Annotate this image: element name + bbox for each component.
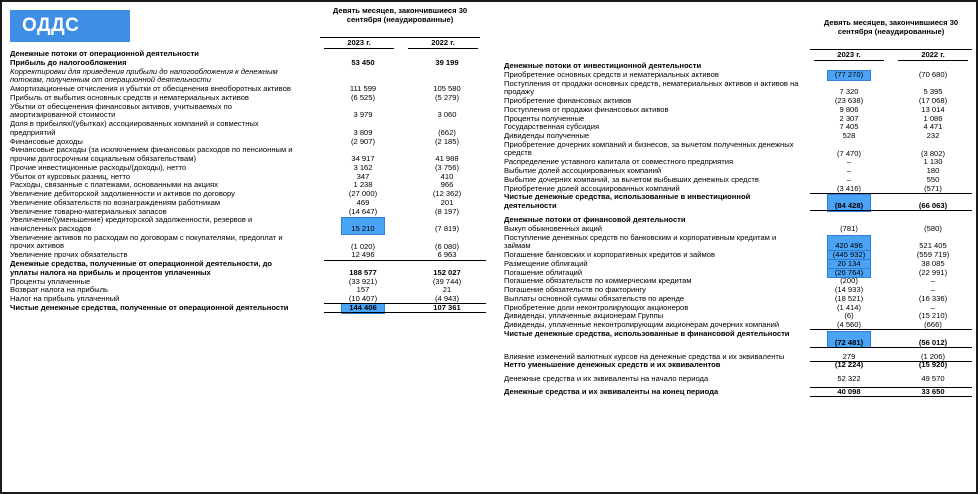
value-2022: (56 012) xyxy=(918,337,948,347)
value-2023: (12 224) xyxy=(834,360,864,370)
row-label: Государственная субсидия xyxy=(504,122,600,132)
row-label: Чистые денежные средства, полученные от операционной деятельности xyxy=(10,302,289,312)
row-label: Приобретение основных средств и нематериальных активов xyxy=(504,69,719,79)
value-2023: (18 521) xyxy=(834,293,864,303)
row-label: Корректировки для приведения прибыли до налогообложения к денежным потокам, полученным от операционной деятельности xyxy=(10,66,278,84)
table-row xyxy=(504,80,972,98)
row-label: Налог на прибыль уплаченный xyxy=(10,294,120,303)
value-2022: 39 199 xyxy=(435,57,459,67)
table-row xyxy=(504,141,972,159)
row-label: Поступление денежных средств по банковским и корпоративным кредитам и займам xyxy=(504,232,777,250)
value-2023: (200) xyxy=(840,276,858,286)
right-col-2022: 2022 г. xyxy=(921,50,945,59)
row-label: Погашение облигаций xyxy=(504,267,583,277)
row-label: Увеличение активов по расходам по договорам с покупателями, предоплат и прочих активов xyxy=(10,232,283,251)
value-2022: – xyxy=(930,276,936,286)
table-row xyxy=(10,103,480,121)
row-label: Приобретение дочерних компаний и бизнесов, за вычетом полученных денежных средств xyxy=(504,139,794,158)
left-col-underline-2022 xyxy=(408,48,478,49)
value-2023: 279 xyxy=(842,351,856,361)
row-label: Погашение банковских и корпоративных кредитов и займов xyxy=(504,250,715,259)
value-2022: 38 085 xyxy=(921,258,945,268)
value-2022: (3 756) xyxy=(434,162,460,172)
value-2022: (15 210) xyxy=(918,311,948,321)
value-2022: (7 819) xyxy=(434,224,460,233)
value-2023: 3 979 xyxy=(353,110,373,120)
value-2023: 157 xyxy=(356,285,370,295)
value-2023: 1 238 xyxy=(353,180,373,190)
value-2022: 41 988 xyxy=(435,154,459,163)
value-2023: (6 525) xyxy=(350,92,376,102)
value-2022: 152 027 xyxy=(433,267,461,277)
row-label: Денежные средства и их эквиваленты на начало периода xyxy=(504,374,709,384)
row-label: Выбытие долей ассоциированных компаний xyxy=(504,166,662,175)
row-label: Погашение обязательств по коммерческим кредитам xyxy=(504,276,692,286)
value-2022: 5 395 xyxy=(923,87,943,97)
value-2022: (559 719) xyxy=(916,250,950,259)
value-2022: 180 xyxy=(926,166,940,175)
value-2022: 49 570 xyxy=(921,374,945,384)
value-2022: 21 xyxy=(442,285,452,295)
value-2023: (4 560) xyxy=(836,320,862,329)
value-2023: (14 647) xyxy=(348,206,378,216)
value-2023: 111 599 xyxy=(349,84,377,93)
table-row xyxy=(10,216,480,234)
value-2023: (84 428) xyxy=(834,201,864,210)
row-label: Выбытие дочерних компаний, за вычетом выбывших денежных средств xyxy=(504,174,759,184)
value-2023: (72 481) xyxy=(834,337,864,347)
row-label: Нетто уменьшение денежных средств и их эквивалентов xyxy=(504,360,721,370)
value-2022: (662) xyxy=(438,127,456,137)
value-2023: (1 414) xyxy=(836,302,862,312)
left-col-2022: 2022 г. xyxy=(431,38,455,47)
value-2022: 966 xyxy=(440,180,454,190)
value-2022: (3 802) xyxy=(920,148,946,158)
section-badge: ОДДС xyxy=(10,10,130,42)
value-2022: (22 991) xyxy=(918,267,948,277)
row-label: Увеличение дебиторской задолженности и активов по договору xyxy=(10,189,235,198)
row-label: Денежные средства, полученные от операционной деятельности, до уплаты налога на прибыль и процентов уплаченных xyxy=(10,259,273,277)
row-label: Денежные средства и их эквиваленты на конец периода xyxy=(504,386,719,396)
row-label: Возврат налога на прибыль xyxy=(10,285,108,295)
value-2022: (15 920) xyxy=(918,360,948,370)
value-2022: (1 206) xyxy=(920,351,946,361)
value-2023: (781) xyxy=(840,223,858,233)
row-label: Финансовые расходы (за исключением финансовых расходов по пенсионным и прочим долгосрочным социальным обязательствам) xyxy=(10,145,293,163)
value-2022: 13 014 xyxy=(921,104,945,114)
row-label: Увеличение прочих обязательств xyxy=(10,250,128,260)
right-col-underline-2023 xyxy=(814,60,884,61)
value-2022: 3 060 xyxy=(437,110,457,120)
row-label: Приобретение долей ассоциированных компаний xyxy=(504,183,680,193)
value-2023: (27 000) xyxy=(348,189,378,198)
value-2022: (70 680) xyxy=(918,69,948,79)
row-label: Расходы, связанные с платежами, основанными на акциях xyxy=(10,180,219,190)
value-2023: 3 809 xyxy=(353,127,373,137)
row-label: Распределение уставного капитала от совместного предприятия xyxy=(504,157,734,167)
value-2023: 3 162 xyxy=(353,162,373,172)
value-2022: (16 336) xyxy=(918,293,948,303)
value-2023: 188 577 xyxy=(349,267,377,277)
value-2023: 15 210 xyxy=(351,224,375,233)
row-label: Денежные потоки от финансовой деятельности xyxy=(504,215,686,224)
value-2023: 40 098 xyxy=(837,386,861,396)
value-2022: (66 063) xyxy=(918,201,948,210)
right-col-2023: 2023 г. xyxy=(837,50,861,59)
row-label: Дивиденды, уплаченные акционерам Группы xyxy=(504,311,664,321)
total-bottom-rule xyxy=(810,396,972,397)
value-2023: 528 xyxy=(842,131,856,140)
table-row xyxy=(504,330,972,348)
row-label: Денежные потоки от операционной деятельности xyxy=(10,49,199,58)
right-col-underline-2022 xyxy=(898,60,968,61)
row-label: Выкуп обыкновенных акций xyxy=(504,223,603,233)
row-label: Доля в прибылях/(убытках) ассоциированных компаний и совместных предприятий xyxy=(10,119,259,137)
total-bottom-rule xyxy=(324,312,486,313)
value-2023: (23 638) xyxy=(834,96,864,105)
row-label: Прибыль от выбытия основных средств и нематериальных активов xyxy=(10,92,249,102)
table-row xyxy=(504,361,972,370)
value-2023: 7 405 xyxy=(839,122,859,132)
row-label: Погашение обязательств по факторингу xyxy=(504,285,646,294)
right-header-underline xyxy=(810,49,972,50)
table-row xyxy=(504,234,972,252)
row-label: Выплаты основной суммы обязательств по аренде xyxy=(504,293,685,303)
table-row xyxy=(504,193,972,211)
row-label: Увеличение обязательств по вознаграждениям работникам xyxy=(10,197,221,207)
value-2023: – xyxy=(846,166,852,175)
value-2022: 1 086 xyxy=(923,113,943,123)
row-label: Прибыль до налогообложения xyxy=(10,57,127,67)
row-label: Убытки от обесценения финансовых активов, учитываемых по амортизированной стоимости xyxy=(10,101,232,119)
row-label: Дивиденды, уплаченные неконтролирующим акционерам дочерних компаний xyxy=(504,320,780,329)
value-2022: (6 080) xyxy=(434,241,460,251)
total-top-rule xyxy=(810,329,972,330)
value-2022: (5 279) xyxy=(434,92,460,102)
value-2023: (14 933) xyxy=(834,285,864,294)
value-2023: (6) xyxy=(844,311,854,321)
row-label: Амортизационные отчисления и убытки от обесценения внеоборотных активов xyxy=(10,84,291,93)
value-2023: – xyxy=(846,157,852,167)
row-label: Увеличение/(уменьшение) кредиторской задолженности, резервов и начисленных расходов xyxy=(10,215,253,233)
value-2022: (2 185) xyxy=(434,136,460,146)
value-2023: 52 322 xyxy=(837,374,861,384)
value-2022: 105 580 xyxy=(433,84,461,93)
left-cashflow-table xyxy=(10,50,480,313)
row-label: Приобретение финансовых активов xyxy=(504,96,632,105)
value-2022: (571) xyxy=(924,183,942,193)
value-2023: 347 xyxy=(356,171,370,181)
value-2022: (4 943) xyxy=(434,294,460,303)
value-2022: (39 744) xyxy=(432,276,462,286)
value-2023: 12 496 xyxy=(351,250,375,260)
value-2023: (77 270) xyxy=(834,69,864,79)
row-label: Поступления от продажи финансовых активов xyxy=(504,104,669,114)
left-col-underline-2023 xyxy=(324,48,394,49)
table-row xyxy=(10,234,480,252)
value-2022: 232 xyxy=(926,131,940,140)
value-2022: 33 650 xyxy=(921,386,945,396)
value-2022: (17 068) xyxy=(918,96,948,105)
value-2023: 9 806 xyxy=(839,104,859,114)
value-2023: 469 xyxy=(356,197,370,207)
value-2022: – xyxy=(930,285,936,294)
total-top-rule xyxy=(810,387,972,388)
value-2022: 201 xyxy=(440,197,454,207)
left-col-2023: 2023 г. xyxy=(347,38,371,47)
table-row xyxy=(10,146,480,164)
value-2022: (666) xyxy=(924,320,942,329)
table-row xyxy=(504,388,972,397)
total-top-rule xyxy=(324,260,486,261)
value-2023: (10 407) xyxy=(348,294,378,303)
value-2023: 53 450 xyxy=(351,57,375,67)
row-label: Убыток от курсовых разниц, нетто xyxy=(10,171,131,181)
table-row xyxy=(10,304,480,313)
table-row xyxy=(10,68,480,86)
row-label: Размещение облигаций xyxy=(504,258,588,268)
table-row xyxy=(10,260,480,278)
row-label: Поступления от продажи основных средств, нематериальных активов и активов на продажу xyxy=(504,78,799,96)
row-label: Финансовые доходы xyxy=(10,136,83,146)
right-period-header: Девять месяцев, закончившиеся 30 сентября (неаудированные) xyxy=(823,18,959,37)
value-2023: (1 020) xyxy=(350,241,376,251)
value-2023: (26 764) xyxy=(834,267,864,277)
value-2022: 550 xyxy=(926,174,940,184)
value-2022: (8 197) xyxy=(434,206,460,216)
value-2023: 144 406 xyxy=(349,302,377,312)
value-2023: 20 134 xyxy=(837,258,861,268)
value-2022: 107 361 xyxy=(433,302,461,312)
row-label: Дивиденды полученные xyxy=(504,131,590,140)
value-2022: 4 471 xyxy=(923,122,943,132)
row-label: Проценты полученные xyxy=(504,113,585,123)
left-period-header: Девять месяцев, закончившиеся 30 сентября (неаудированные) xyxy=(332,6,468,25)
left-header-underline xyxy=(320,37,480,38)
table-row xyxy=(10,120,480,138)
row-label: Чистые денежные средства, использованные в финансовой деятельности xyxy=(504,328,790,338)
row-label: Прочие инвестиционные расходы/(доходы), нетто xyxy=(10,162,187,172)
row-label: Приобретение доли неконтролирующих акционеров xyxy=(504,302,689,312)
value-2023: 34 917 xyxy=(351,154,375,163)
value-2022: 1 130 xyxy=(923,157,943,167)
table-row xyxy=(504,375,972,384)
value-2022: – xyxy=(930,302,936,312)
value-2022: 410 xyxy=(440,171,454,181)
row-label: Чистые денежные средства, использованные в инвестиционной деятельности xyxy=(504,192,751,210)
value-2022: 521 405 xyxy=(919,241,947,251)
row-label: Денежные потоки от инвестиционной деятельности xyxy=(504,61,702,70)
value-2022: 6 963 xyxy=(437,250,457,260)
row-label: Влияние изменений валютных курсов на денежные средства и их эквиваленты xyxy=(504,351,785,361)
total-top-rule xyxy=(810,193,972,194)
value-2023: (7 470) xyxy=(836,148,862,158)
value-2022: (580) xyxy=(924,223,942,233)
value-2023: 7 320 xyxy=(839,87,859,97)
value-2023: 2 307 xyxy=(839,113,859,123)
value-2023: (33 921) xyxy=(348,276,378,286)
value-2023: – xyxy=(846,174,852,184)
value-2023: (2 907) xyxy=(350,136,376,146)
value-2022: (12 362) xyxy=(432,189,462,198)
right-cashflow-table xyxy=(504,62,972,396)
value-2023: (445 932) xyxy=(832,250,866,259)
value-2023: 420 496 xyxy=(835,241,863,251)
value-2023: (3 416) xyxy=(836,183,862,193)
row-label: Проценты уплаченные xyxy=(10,276,91,286)
row-label: Увеличение товарно-материальных запасов xyxy=(10,206,167,216)
